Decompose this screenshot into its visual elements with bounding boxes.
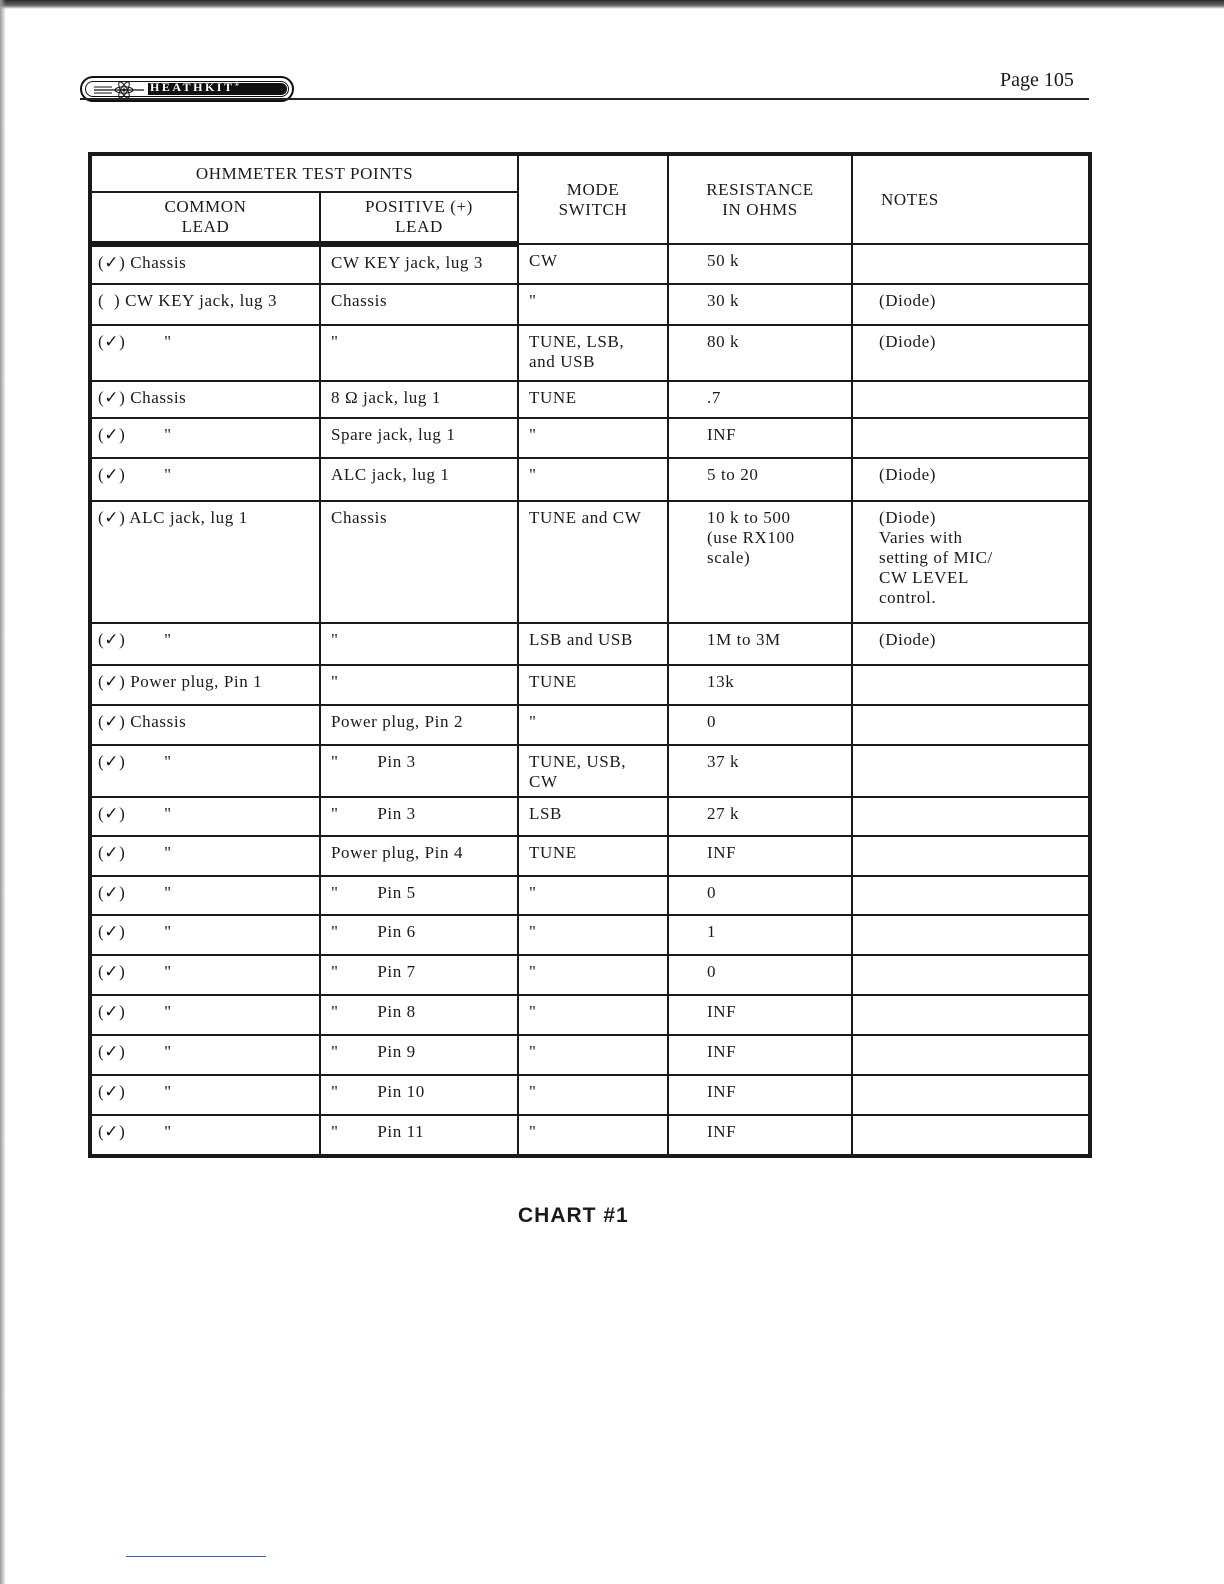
common-lead-cell: (✓) ": [90, 418, 320, 458]
table-row: [90, 995, 1090, 1035]
positive-lead-cell: " Pin 3: [320, 797, 518, 835]
table-row: [90, 1115, 1090, 1156]
notes-cell: [852, 745, 1090, 797]
resistance-cell: 80 k: [668, 325, 852, 380]
mode-switch-cell: ": [518, 876, 668, 915]
header-rule: [80, 98, 1089, 100]
resistance-cell: 37 k: [668, 745, 852, 797]
common-lead-cell: (✓) Chassis: [90, 244, 320, 284]
positive-lead-cell: Power plug, Pin 2: [320, 705, 518, 745]
notes-cell: [852, 418, 1090, 458]
common-lead-cell: (✓) ": [90, 1035, 320, 1074]
notes-cell: [852, 381, 1090, 418]
header-resistance: RESISTANCE IN OHMS: [668, 154, 852, 244]
notes-cell: [852, 876, 1090, 915]
notes-cell: [852, 1075, 1090, 1115]
mode-switch-cell: ": [518, 458, 668, 501]
notes-cell: [852, 836, 1090, 876]
mode-switch-cell: TUNE: [518, 665, 668, 705]
header-notes: NOTES: [852, 154, 1090, 244]
resistance-cell: .7: [668, 381, 852, 418]
scan-edge-top: [0, 0, 1224, 9]
common-lead-cell: (✓) ": [90, 1075, 320, 1115]
mode-switch-cell: LSB: [518, 797, 668, 835]
positive-lead-cell: ": [320, 623, 518, 665]
positive-lead-cell: Power plug, Pin 4: [320, 836, 518, 876]
table-row: [90, 244, 1090, 284]
notes-cell: [852, 244, 1090, 284]
table-row: [90, 665, 1090, 705]
common-lead-cell: (✓) ": [90, 797, 320, 835]
header-positive-lead: POSITIVE (+) LEAD: [320, 192, 518, 244]
common-lead-cell: (✓) Chassis: [90, 381, 320, 418]
resistance-cell: 1: [668, 915, 852, 955]
mode-switch-cell: LSB and USB: [518, 623, 668, 665]
atom-icon: [92, 82, 146, 98]
notes-cell: (Diode) Varies with setting of MIC/ CW LEVEL control.: [852, 501, 1090, 623]
mode-switch-cell: TUNE: [518, 381, 668, 418]
header-test-points: OHMMETER TEST POINTS: [90, 154, 518, 192]
notes-cell: [852, 797, 1090, 835]
mode-switch-cell: TUNE and CW: [518, 501, 668, 623]
table-row: [90, 418, 1090, 458]
positive-lead-cell: ": [320, 665, 518, 705]
mode-switch-cell: ": [518, 418, 668, 458]
chart-body: [90, 244, 1090, 1156]
positive-lead-cell: " Pin 8: [320, 995, 518, 1035]
mode-switch-cell: ": [518, 915, 668, 955]
header-mode-switch: MODE SWITCH: [518, 154, 668, 244]
header-common-lead: COMMON LEAD: [90, 192, 320, 244]
positive-lead-cell: Chassis: [320, 501, 518, 623]
mode-switch-cell: ": [518, 995, 668, 1035]
common-lead-cell: (✓) ": [90, 623, 320, 665]
notes-cell: [852, 995, 1090, 1035]
resistance-cell: 27 k: [668, 797, 852, 835]
common-lead-cell: ( ) CW KEY jack, lug 3: [90, 284, 320, 325]
resistance-cell: 50 k: [668, 244, 852, 284]
table-row: [90, 876, 1090, 915]
resistance-cell: 10 k to 500 (use RX100 scale): [668, 501, 852, 623]
table-row: [90, 501, 1090, 623]
resistance-cell: INF: [668, 836, 852, 876]
positive-lead-cell: ": [320, 325, 518, 380]
table-row: [90, 381, 1090, 418]
common-lead-cell: (✓) Chassis: [90, 705, 320, 745]
table-row: [90, 915, 1090, 955]
resistance-cell: 0: [668, 876, 852, 915]
mode-switch-cell: TUNE, USB, CW: [518, 745, 668, 797]
mode-switch-cell: CW: [518, 244, 668, 284]
table-row: [90, 458, 1090, 501]
notes-cell: [852, 665, 1090, 705]
resistance-cell: INF: [668, 1035, 852, 1074]
positive-lead-cell: Chassis: [320, 284, 518, 325]
resistance-cell: INF: [668, 1115, 852, 1156]
mode-switch-cell: ": [518, 955, 668, 995]
table-row: [90, 705, 1090, 745]
logo-text: HEATHKIT®: [150, 80, 242, 94]
positive-lead-cell: " Pin 5: [320, 876, 518, 915]
common-lead-cell: (✓) ": [90, 325, 320, 380]
table-row: [90, 623, 1090, 665]
common-lead-cell: (✓) ": [90, 915, 320, 955]
scan-edge-left: [0, 0, 6, 1584]
positive-lead-cell: " Pin 9: [320, 1035, 518, 1074]
resistance-cell: INF: [668, 1075, 852, 1115]
common-lead-cell: (✓) ": [90, 1115, 320, 1156]
table-row: [90, 955, 1090, 995]
notes-cell: (Diode): [852, 325, 1090, 380]
table-row: [90, 1035, 1090, 1074]
positive-lead-cell: Spare jack, lug 1: [320, 418, 518, 458]
resistance-cell: 30 k: [668, 284, 852, 325]
mode-switch-cell: TUNE: [518, 836, 668, 876]
notes-cell: (Diode): [852, 458, 1090, 501]
chart-caption: CHART #1: [518, 1204, 629, 1227]
positive-lead-cell: " Pin 6: [320, 915, 518, 955]
notes-cell: (Diode): [852, 623, 1090, 665]
common-lead-cell: (✓) ": [90, 995, 320, 1035]
footer-link-line: [126, 1556, 266, 1557]
notes-cell: [852, 955, 1090, 995]
table-row: [90, 745, 1090, 797]
notes-cell: (Diode): [852, 284, 1090, 325]
resistance-cell: 0: [668, 705, 852, 745]
notes-cell: [852, 705, 1090, 745]
ohmmeter-chart: [88, 152, 1092, 1158]
common-lead-cell: (✓) ": [90, 745, 320, 797]
notes-cell: [852, 1035, 1090, 1074]
table-row: [90, 836, 1090, 876]
mode-switch-cell: ": [518, 284, 668, 325]
resistance-cell: 0: [668, 955, 852, 995]
common-lead-cell: (✓) Power plug, Pin 1: [90, 665, 320, 705]
resistance-cell: INF: [668, 418, 852, 458]
common-lead-cell: (✓) ": [90, 458, 320, 501]
resistance-cell: 13k: [668, 665, 852, 705]
table-row: [90, 325, 1090, 380]
resistance-cell: INF: [668, 995, 852, 1035]
resistance-cell: 1M to 3M: [668, 623, 852, 665]
mode-switch-cell: ": [518, 705, 668, 745]
notes-cell: [852, 1115, 1090, 1156]
mode-switch-cell: TUNE, LSB, and USB: [518, 325, 668, 380]
positive-lead-cell: ALC jack, lug 1: [320, 458, 518, 501]
common-lead-cell: (✓) ALC jack, lug 1: [90, 501, 320, 623]
positive-lead-cell: CW KEY jack, lug 3: [320, 244, 518, 284]
positive-lead-cell: 8 Ω jack, lug 1: [320, 381, 518, 418]
page-number: Page 105: [1000, 69, 1074, 91]
positive-lead-cell: " Pin 11: [320, 1115, 518, 1156]
positive-lead-cell: " Pin 3: [320, 745, 518, 797]
mode-switch-cell: ": [518, 1075, 668, 1115]
common-lead-cell: (✓) ": [90, 836, 320, 876]
positive-lead-cell: " Pin 10: [320, 1075, 518, 1115]
table-row: [90, 284, 1090, 325]
mode-switch-cell: ": [518, 1035, 668, 1074]
common-lead-cell: (✓) ": [90, 955, 320, 995]
positive-lead-cell: " Pin 7: [320, 955, 518, 995]
notes-cell: [852, 915, 1090, 955]
table-row: [90, 797, 1090, 835]
table-row: [90, 1075, 1090, 1115]
resistance-cell: 5 to 20: [668, 458, 852, 501]
mode-switch-cell: ": [518, 1115, 668, 1156]
common-lead-cell: (✓) ": [90, 876, 320, 915]
